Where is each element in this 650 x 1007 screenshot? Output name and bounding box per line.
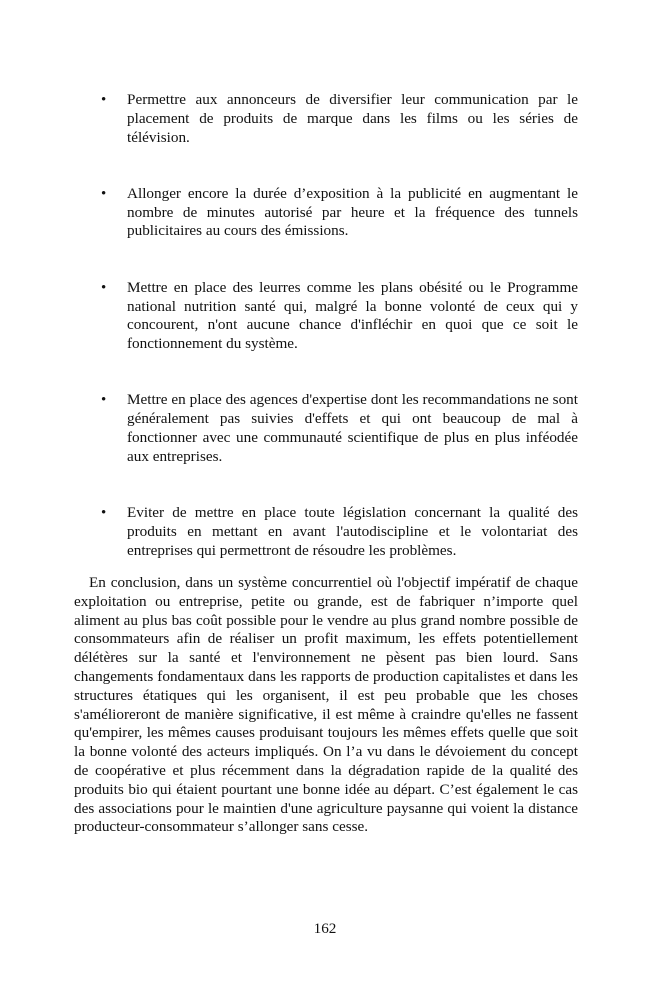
bullet-text: Permettre aux annonceurs de diversifier leur communication par le placement de produits de marque dans les films ou les séries de télévision. [127,91,578,146]
bullet-icon: • [101,185,107,202]
bullet-icon: • [101,392,107,409]
bullet-text: Mettre en place des agences d'expertise dont les recommandations ne sont généralement pas suivies d'effets et qui ont beaucoup de mal à fonctionner avec une communauté scientifique de plus en plus inféodée aux entreprises. [127,391,578,465]
bullet-icon: • [101,92,107,108]
page-number: 162 [313,920,337,937]
bullet-text: Eviter de mettre en place toute législation concernant la qualité des produits en mettant en avant l'autodiscipline et le volontariat des entreprises qui permettront de résoudre les problèmes. [127,504,578,559]
bullet-text: Mettre en place des leurres comme les plans obésité ou le Programme national nutrition santé qui, malgré la bonne volonté de ceux qui y concourent, n'ont aucune chance d'infléchir en quoi que ce soit le fonctionnement du système. [127,278,578,353]
bullet-icon: • [101,505,107,522]
bullet-text: Allonger encore la durée d’exposition à la publicité en augmentant le nombre de minutes autorisé par heure et la fréquence des tunnels publicitaires au cours des émissions. [127,184,578,240]
bullet-list [0,91,650,598]
list-item [0,91,650,147]
list-item [0,279,650,354]
list-item [0,504,650,560]
bullet-icon: • [101,279,107,296]
list-item [0,185,650,241]
list-item [0,391,650,466]
conclusion-paragraph: En conclusion, dans un système concurrentiel où l'objectif impératif de chaque exploitation ou entreprise, petite ou grande, est de fabriquer n’importe quel aliment au plus bas coût possible pour le vendre au plus grand nombre possible de consommateurs afin de réaliser un profit maximum, les effets potentiellement délétères sur la santé et l'environnement ne pèsent pas bien lourd. Sans changements fondamentaux dans les rapports de production capitalistes et dans les structures étatiques qui les organisent, il est peu probable que les choses s'amélioreront de manière significative, il est même à craindre qu'elles ne fassent qu'empirer, les mêmes causes produisant toujours les mêmes effets quelle que soit la bonne volonté des acteurs impliqués. On l’a vu dans le dévoiement du concept de coopérative et plus récemment dans la dégradation rapide de la qualité des produits bio qui étaient pourtant une bonne idée au départ. C’est également le cas des associations pour le maintien d'une agriculture paysanne qui voient la distance producteur-consommateur s’allonger sans cesse. [74,574,578,836]
